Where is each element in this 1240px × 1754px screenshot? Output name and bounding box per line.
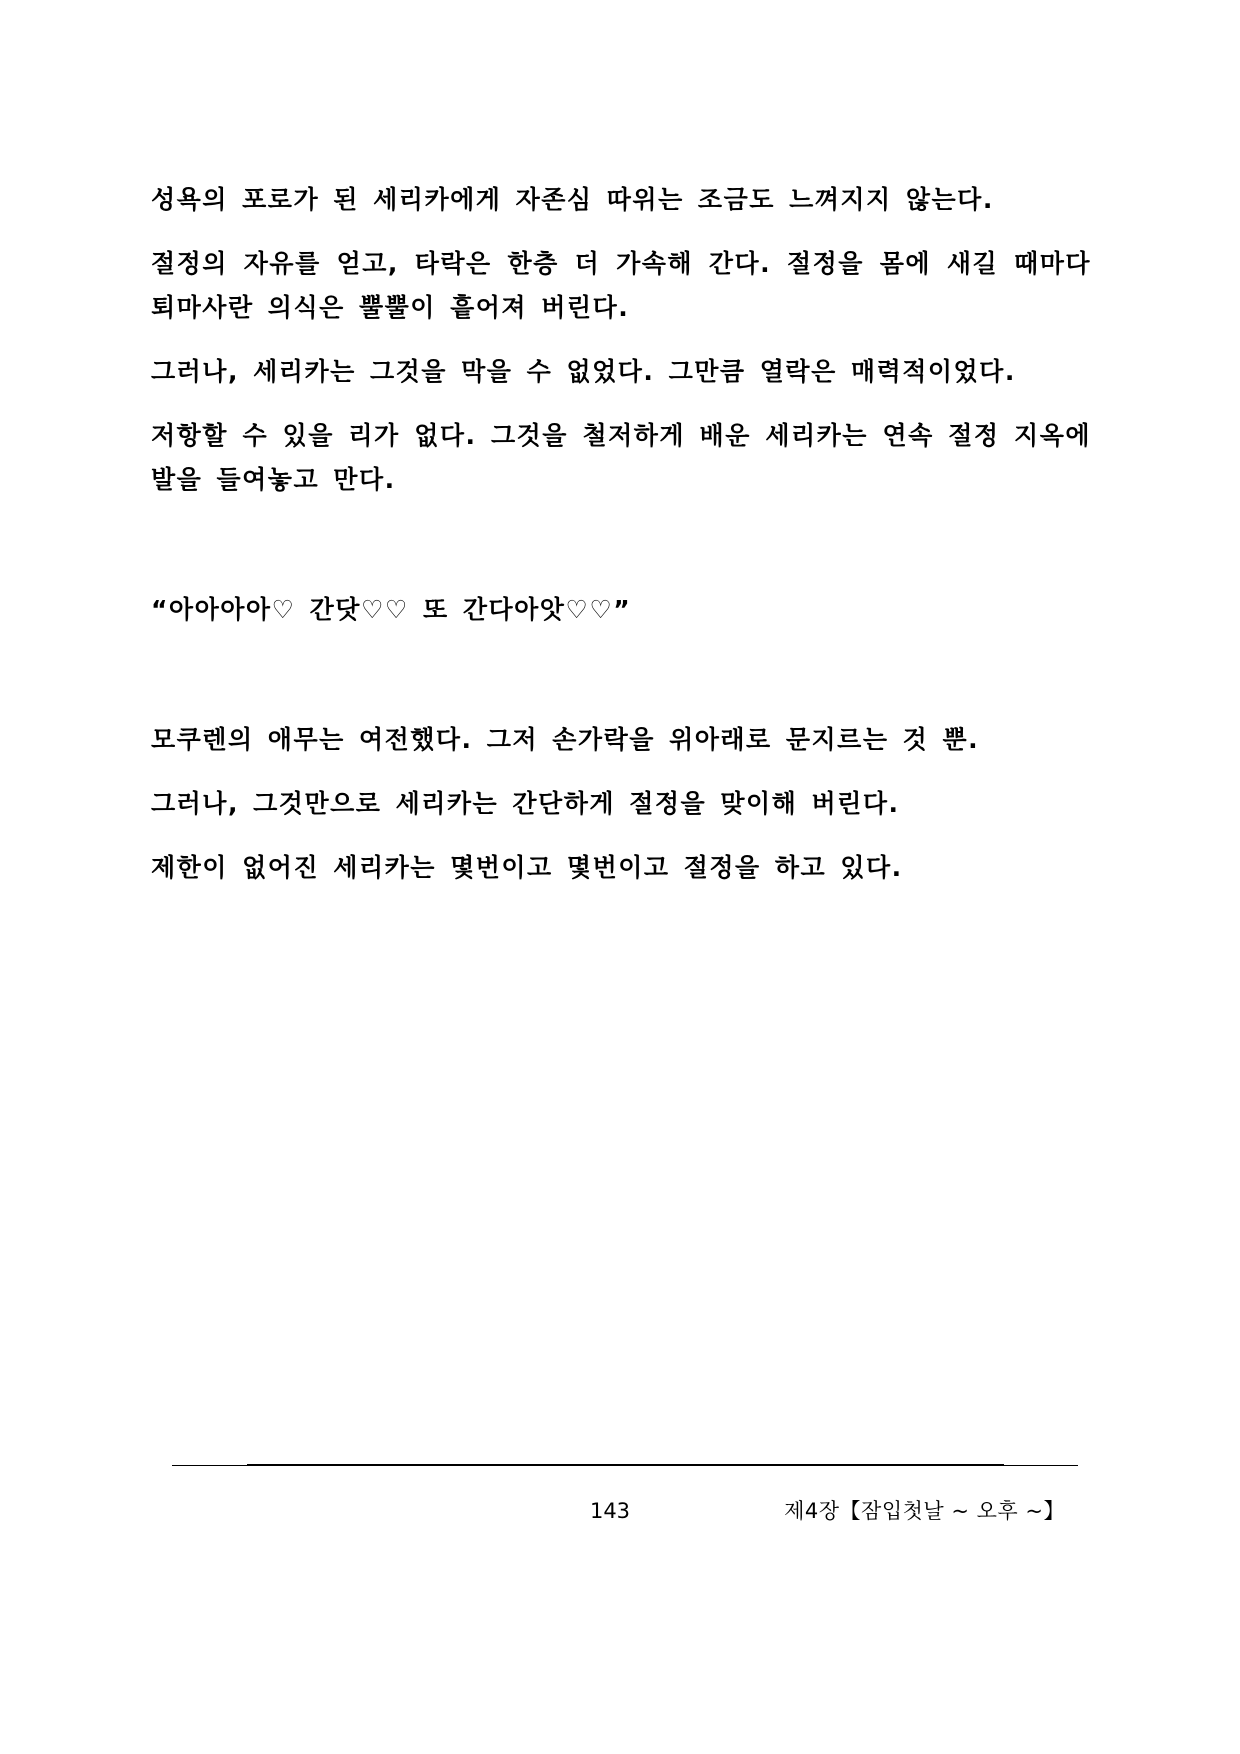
page-number: 143 <box>589 1499 631 1523</box>
body-text <box>151 178 1091 890</box>
paragraph: 그러나, 그것만으로 세리카는 간단하게 절정을 맞이해 버린다. <box>151 789 900 818</box>
footer-rule-accent <box>247 1464 1004 1466</box>
paragraph: 저항할 수 있을 리가 없다. 그것을 철저하게 배운 세리카는 연속 절정 지옥에 발을 들여놓고 만다. <box>151 421 1091 494</box>
paragraph: 그러나, 세리카는 그것을 막을 수 없었다. 그만큼 열락은 매력적이었다. <box>151 357 1016 386</box>
paragraph: 모쿠렌의 애무는 여전했다. 그저 손가락을 위아래로 문지르는 것 뿐. <box>151 725 980 754</box>
paragraph: 성욕의 포로가 된 세리카에게 자존심 따위는 조금도 느껴지지 않는다. <box>151 185 994 214</box>
chapter-title: 제4장【잠입첫날 ~ 오후 ~】 <box>784 1499 1065 1523</box>
paragraph: 절정의 자유를 얻고, 타락은 한층 더 가속해 간다. 절정을 몸에 새길 때마다 퇴마사란 의식은 뿔뿔이 흩어져 버린다. <box>151 249 1091 322</box>
paragraph: 제한이 없어진 세리카는 몇번이고 몇번이고 절정을 하고 있다. <box>151 853 903 882</box>
dialogue-line: “아아아아♡ 간닷♡♡ 또 간다아앗♡♡” <box>151 595 632 624</box>
